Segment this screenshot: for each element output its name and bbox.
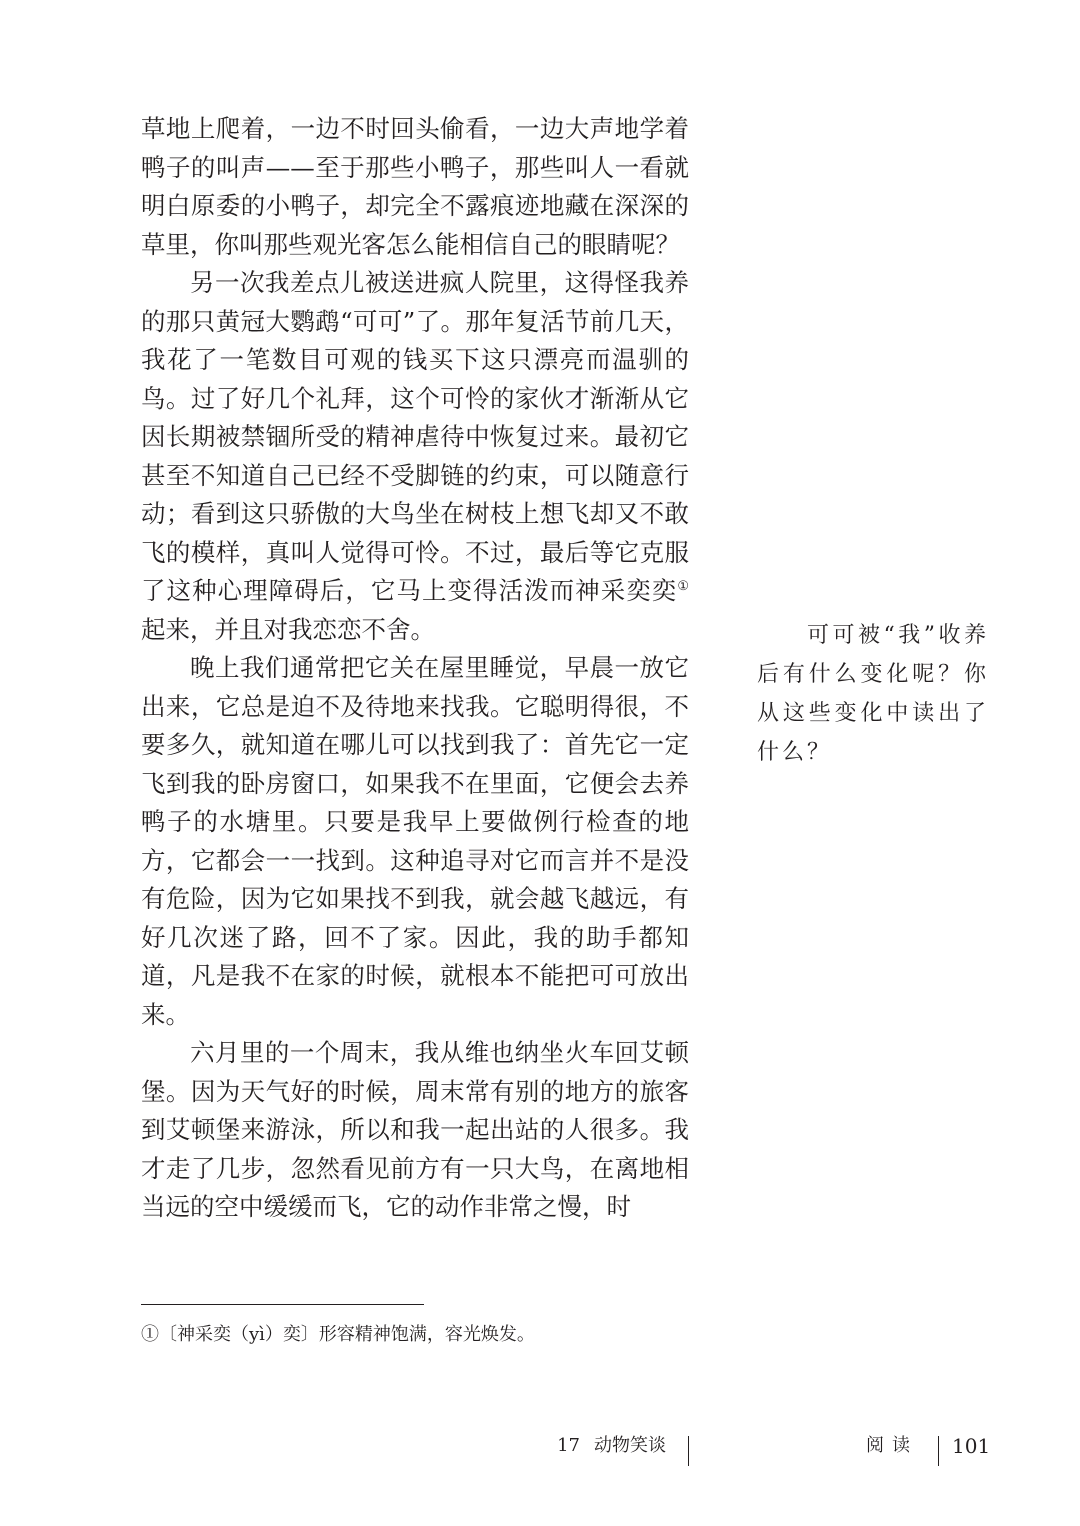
paragraph-text: 另一次我差点儿被送进疯人院里，这得怪我养的那只黄冠大鹦鹉“可可”了。那年复活节前几天，我花了一笔数目可观的钱买下这只漂亮而温驯的鸟。过了好几个礼拜，这个可怜的家伙才渐渐从它因长期被禁锢所受的精神虐待中恢复过来。最初它甚至不知道自己已经不受脚链的约束，可以随意行动；看到这只骄傲的大鸟坐在树枝上想飞却又不敢飞的模样，真叫人觉得可怜。不过，最后等它克服了这种心理障碍后，它马上变得活泼而神采奕奕 xyxy=(141,268,689,605)
footnote-reference: ① xyxy=(677,578,689,594)
lesson-title: 动物笑谈 xyxy=(594,1435,666,1456)
margin-question: 可可被“我”收养后有什么变化呢？你从这些变化中读出了什么？ xyxy=(757,623,989,765)
footnote-divider xyxy=(141,1304,424,1305)
footer-divider xyxy=(688,1436,689,1466)
paragraph xyxy=(141,264,689,649)
paragraph-text: 起来，并且对我恋恋不舍。 xyxy=(141,614,435,644)
main-text xyxy=(141,110,689,1227)
paragraph: 晚上我们通常把它关在屋里睡觉，早晨一放它出来，它总是迫不及待地来找我。它聪明得很，不要多久，就知道在哪儿可以找到我了：首先它一定飞到我的卧房窗口，如果我不在里面，它便会去养鸭子的水塘里。只要是我早上要做例行检查的地方，它都会一一找到。这种追寻对它而言并不是没有危险，因为它如果找不到我，就会越飞越远，有好几次迷了路，回不了家。因此，我的助手都知道，凡是我不在家的时候，就根本不能把可可放出来。 xyxy=(141,653,689,1029)
footer-divider xyxy=(938,1436,939,1466)
paragraph: 草地上爬着，一边不时回头偷看，一边大声地学着鸭子的叫声——至于那些小鸭子，那些叫人一看就明白原委的小鸭子，却完全不露痕迹地藏在深深的草里，你叫那些观光客怎么能相信自己的眼睛呢？ xyxy=(141,114,689,259)
section-label: 阅读 xyxy=(866,1435,918,1456)
footnote: ①〔神采奕（yì）奕〕形容精神饱满，容光焕发。 xyxy=(141,1324,535,1345)
paragraph: 六月里的一个周末，我从维也纳坐火车回艾顿堡。因为天气好的时候，周末常有别的地方的旅客到艾顿堡来游泳，所以和我一起出站的人很多。我才走了几步，忽然看见前方有一只大鸟，在离地相当远的空中缓缓而飞，它的动作非常之慢，时 xyxy=(141,1038,689,1221)
running-footer-lesson xyxy=(557,1432,666,1466)
lesson-number: 17 xyxy=(557,1435,580,1456)
page-number: 101 xyxy=(952,1434,991,1458)
